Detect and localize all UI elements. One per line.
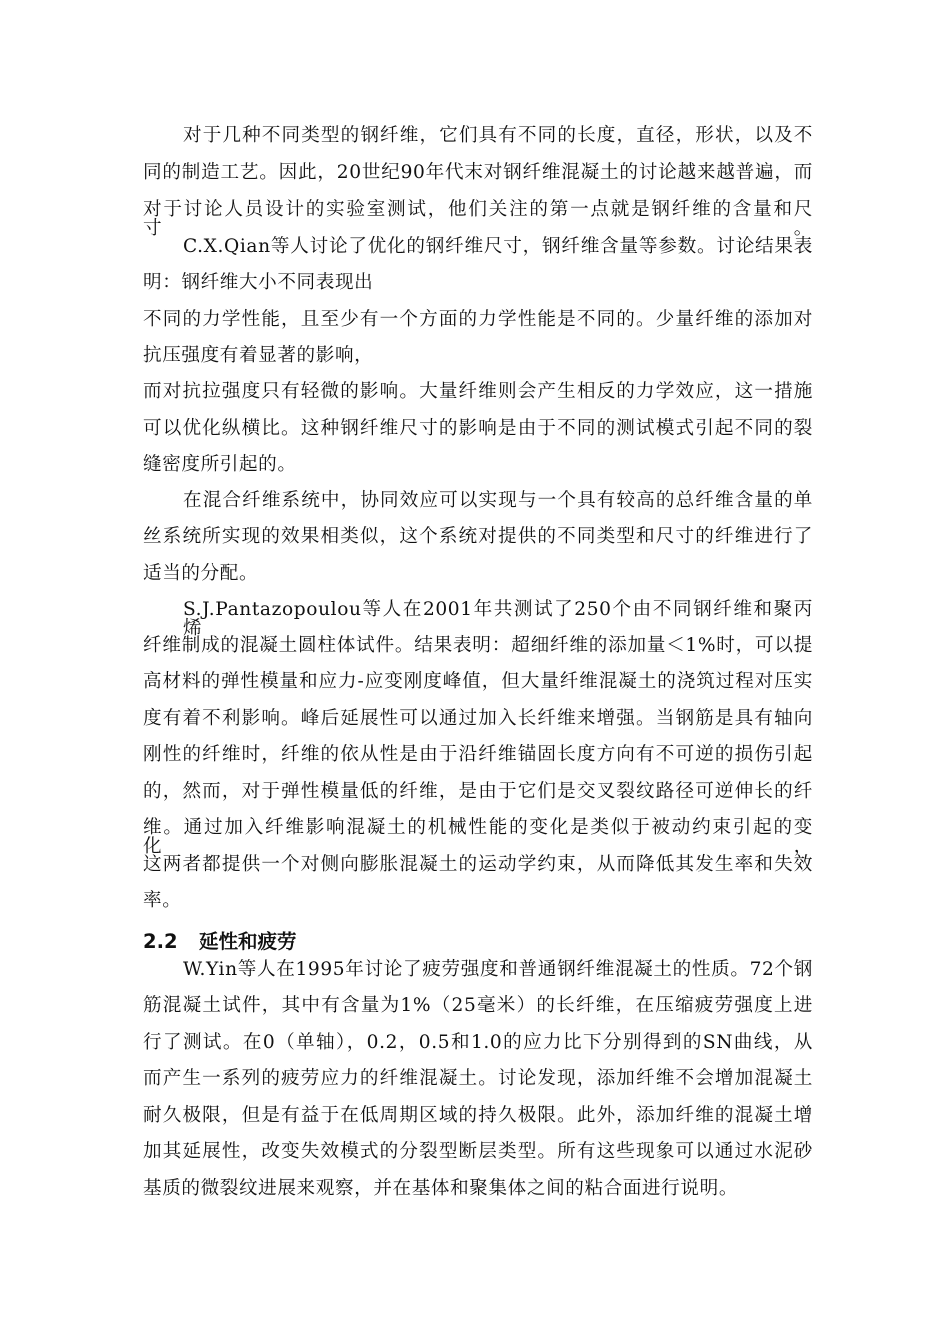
text-line: C.X.Qian等人讨论了优化的钢纤维尺寸，钢纤维含量等参数。讨论结果表 [183,236,813,257]
text-line: 而产生一系列的疲劳应力的纤维混凝土。讨论发现，添加纤维不会增加混凝土 [143,1068,813,1089]
text-line: 的，然而，对于弹性模量低的纤维，是由于它们是交叉裂纹路径可逆伸长的纤 [143,781,813,802]
text-line: 抗压强度有着显著的影响， [143,345,374,366]
text-line: 筋混凝土试件，其中有含量为1%（25毫米）的长纤维，在压缩疲劳强度上进 [143,995,813,1016]
text-line: 这两者都提供一个对侧向膨胀混凝土的运动学约束，从而降低其发生率和失效 [143,854,813,875]
text-line: 维。通过加入纤维影响混凝土的机械性能的变化是类似于被动约束引起的变化， [143,817,813,857]
text-line: 丝系统所实现的效果相类似，这个系统对提供的不同类型和尺寸的纤维进行了 [143,526,813,547]
section-number: 2.2 [143,930,178,953]
text-line: 率。 [143,890,182,911]
text-line: 适当的分配。 [143,563,259,584]
section-title: 延性和疲劳 [199,930,297,953]
text-line: 同的制造工艺。因此，20世纪90年代末对钢纤维混凝土的讨论越来越普遍，而 [143,162,813,183]
text-line: 刚性的纤维时，纤维的依从性是由于沿纤维锚固长度方向有不可逆的损伤引起 [143,744,813,765]
text-line: 对于几种不同类型的钢纤维，它们具有不同的长度，直径，形状，以及不 [183,125,813,146]
section-heading [143,932,297,952]
text-line: S.J.Pantazopoulou等人在2001年共测试了250个由不同钢纤维和聚丙烯 [183,599,813,639]
text-line: 对于讨论人员设计的实验室测试，他们关注的第一点就是钢纤维的含量和尺寸。 [143,199,813,239]
text-line: 耐久极限，但是有益于在低周期区域的持久极限。此外，添加纤维的混凝土增 [143,1105,813,1126]
text-line: 纤维制成的混凝土圆柱体试件。结果表明：超细纤维的添加量＜1%时，可以提 [143,635,813,656]
text-line: 明：钢纤维大小不同表现出 [143,272,374,293]
text-line: 加其延展性，改变失效模式的分裂型断层类型。所有这些现象可以通过水泥砂 [143,1141,813,1162]
text-line: W.Yin等人在1995年讨论了疲劳强度和普通钢纤维混凝土的性质。72个钢 [183,959,813,980]
text-line: 不同的力学性能，且至少有一个方面的力学性能是不同的。少量纤维的添加对 [143,309,813,330]
text-line: 在混合纤维系统中，协同效应可以实现与一个具有较高的总纤维含量的单 [183,490,813,511]
text-line: 而对抗拉强度只有轻微的影响。大量纤维则会产生相反的力学效应，这一措施 [143,381,813,402]
text-line: 缝密度所引起的。 [143,454,297,475]
text-line: 行了测试。在0（单轴），0.2，0.5和1.0的应力比下分别得到的SN曲线，从 [143,1032,813,1053]
text-line: 高材料的弹性模量和应力-应变刚度峰值，但大量纤维混凝土的浇筑过程对压实 [143,671,813,692]
text-line: 度有着不利影响。峰后延展性可以通过加入长纤维来增强。当钢筋是具有轴向 [143,708,813,729]
text-line: 可以优化纵横比。这种钢纤维尺寸的影响是由于不同的测试模式引起不同的裂 [143,418,813,439]
text-line: 基质的微裂纹进展来观察，并在基体和聚集体之间的粘合面进行说明。 [143,1178,739,1199]
